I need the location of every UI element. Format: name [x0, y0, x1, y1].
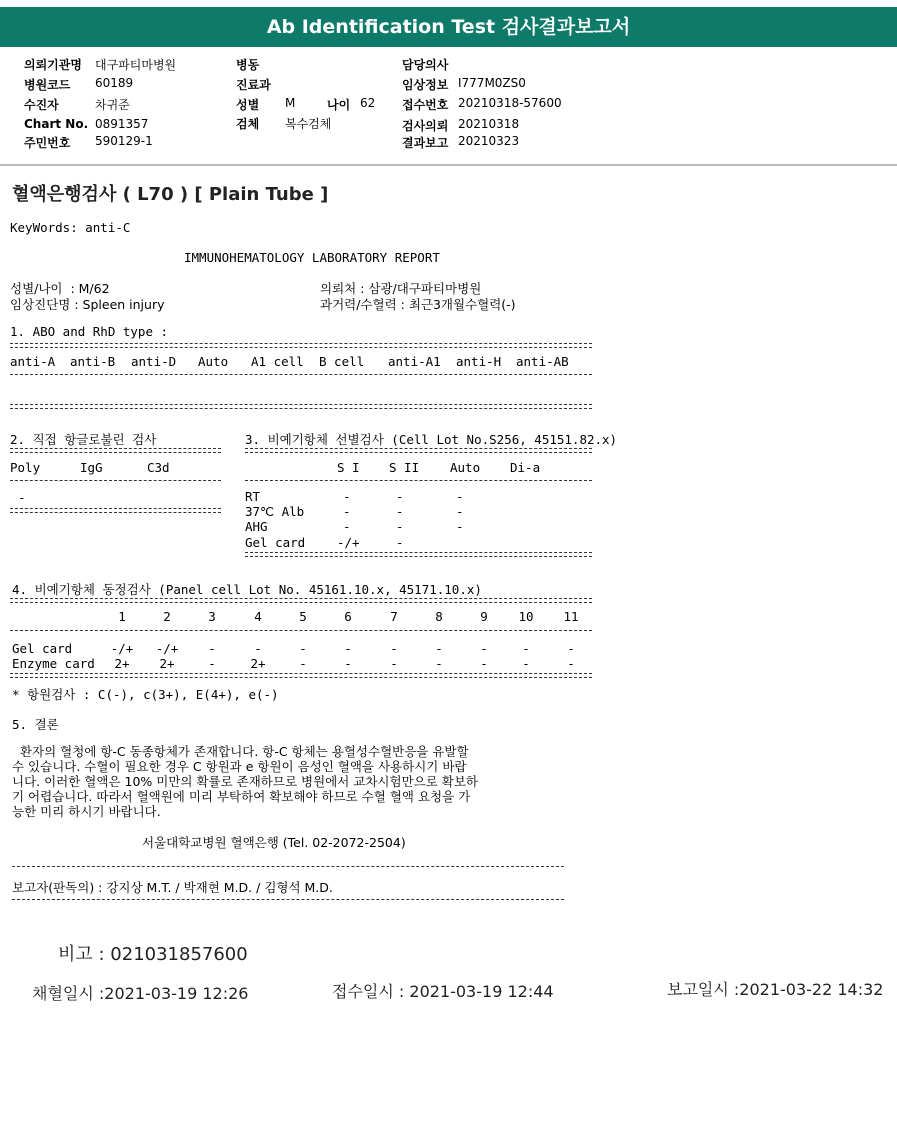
conclusion-line: 니다. 이러한 혈액은 10% 미만의 확률로 존재하므로 병원에서 교차시험만으로 확보하 — [12, 774, 478, 789]
header-value: 590129-1 — [95, 134, 153, 148]
rule-single — [12, 866, 564, 867]
header-label: 접수번호 — [402, 98, 449, 112]
header-value: 복수검체 — [285, 117, 332, 131]
panel-col: 10 — [518, 609, 534, 624]
header-value: 0891357 — [95, 117, 149, 131]
header-label: 수진자 — [24, 98, 59, 112]
panel-col: 11 — [563, 609, 579, 624]
diagnosis: 임상진단명 : Spleen injury — [10, 297, 165, 312]
dat-value: - — [18, 490, 26, 505]
header-value: 차귀준 — [95, 98, 130, 112]
screening-header: Auto — [450, 460, 481, 475]
screening-cell: - — [343, 489, 351, 504]
report-title-banner: Ab Identification Test 검사결과보고서 — [0, 7, 897, 47]
panel-col: 2 — [163, 609, 171, 624]
header-label: 검사의뢰 — [402, 119, 449, 133]
abo-header: anti-D — [131, 354, 177, 369]
rule-single — [245, 480, 592, 481]
panel-cell: - — [522, 656, 530, 671]
header-label: 진료과 — [236, 78, 271, 92]
panel-cell: -/+ — [110, 641, 134, 656]
panel-cell: - — [435, 656, 443, 671]
remark: 비고 : 021031857600 — [58, 944, 248, 965]
header-label: 나이 — [327, 98, 351, 112]
section-title: 혈액은행검사 ( L70 ) [ Plain Tube ] — [12, 184, 329, 205]
panel-cell: 2+ — [250, 656, 266, 671]
rule-double — [10, 404, 592, 409]
panel-cell: - — [208, 641, 216, 656]
conclusion-line: 기 어렵습니다. 따라서 혈액원에 미리 부탁하여 확보해야 하므로 수혈 혈액 요청을 가 — [12, 789, 471, 804]
panel-method: Gel card — [12, 641, 73, 656]
panel-col: 3 — [208, 609, 216, 624]
panel-cell: - — [480, 656, 488, 671]
rule-single — [12, 899, 564, 900]
sex-age: 성별/나이 : M/62 — [10, 281, 110, 296]
rule-double — [10, 598, 592, 603]
lab-name: 서울대학교병원 혈액은행 (Tel. 02-2072-2504) — [142, 835, 406, 850]
screening-phase: 37℃ Alb — [245, 504, 305, 519]
screening-cell: - — [343, 504, 351, 519]
panel-col: 8 — [435, 609, 443, 624]
panel-cell: - — [299, 656, 307, 671]
header-value: 대구파티마병원 — [95, 58, 177, 72]
header-value: 62 — [360, 96, 376, 110]
screening-phase: Gel card — [245, 535, 306, 550]
rule-double — [10, 343, 592, 348]
header-value: 60189 — [95, 76, 134, 90]
screening-cell: -/+ — [337, 535, 360, 550]
screening-cell: - — [396, 519, 404, 534]
header-value: I777M0ZS0 — [458, 76, 526, 90]
header-label: 주민번호 — [24, 136, 71, 150]
abo-header: A1 cell — [251, 354, 304, 369]
panel-method: Enzyme card — [12, 656, 95, 671]
abo-header: anti-B — [70, 354, 116, 369]
rule-double — [10, 508, 221, 513]
header-value: 20210318 — [458, 117, 520, 131]
screening-cell: - — [456, 489, 464, 504]
header-value: M — [285, 96, 296, 110]
header-label: 검체 — [236, 117, 260, 131]
rule-double — [10, 673, 592, 678]
panel-col: 7 — [390, 609, 398, 624]
panel-cell: - — [344, 656, 352, 671]
panel-cell: 2+ — [114, 656, 130, 671]
panel-cell: - — [567, 641, 575, 656]
dat-header: IgG — [80, 460, 103, 475]
panel-cell: 2+ — [159, 656, 175, 671]
panel-cell: - — [480, 641, 488, 656]
screening-header: Di-a — [510, 460, 541, 475]
conclusion-line: 능한 미리 하시기 바랍니다. — [12, 804, 161, 819]
panel-cell: - — [254, 641, 262, 656]
screening-cell: - — [343, 519, 351, 534]
rule-single — [10, 480, 221, 481]
panel-cell: - — [344, 641, 352, 656]
abo-header: anti-A1 — [388, 354, 441, 369]
rule-single — [10, 630, 592, 631]
requester: 의뢰처 : 삼광/대구파티마병원 — [320, 281, 482, 296]
panel-cell: - — [390, 641, 398, 656]
conclusion-line: 환자의 혈청에 항-C 동종항체가 존재합니다. 항-C 항체는 용혈성수혈반응을 유발할 — [12, 744, 469, 759]
screening-header: S I — [337, 460, 360, 475]
screening-section-title: 3. 비예기항체 선별검사 (Cell Lot No.S256, 45151.82.x) — [245, 432, 618, 447]
header-label: 병동 — [236, 58, 260, 72]
panel-cell: - — [299, 641, 307, 656]
panel-col: 5 — [299, 609, 307, 624]
screening-cell: - — [456, 519, 464, 534]
received-datetime: 접수일시 : 2021-03-19 12:44 — [332, 982, 554, 1001]
panel-cell: - — [435, 641, 443, 656]
header-label: 성별 — [236, 98, 260, 112]
header-label: 의뢰기관명 — [24, 58, 82, 72]
reporter: 보고자(판독의) : 강지상 M.T. / 박재현 M.D. / 김형석 M.D. — [12, 880, 333, 895]
rule-double — [10, 448, 221, 453]
screening-cell: - — [396, 489, 404, 504]
screening-cell: - — [456, 504, 464, 519]
keywords: KeyWords: anti-C — [10, 220, 131, 235]
reported-datetime: 보고일시 :2021-03-22 14:32 — [667, 980, 884, 999]
screening-cell: - — [396, 535, 404, 550]
collected-datetime: 채혈일시 :2021-03-19 12:26 — [32, 984, 249, 1003]
abo-header: anti-A — [10, 354, 56, 369]
panel-cell: - — [522, 641, 530, 656]
abo-header: anti-H — [456, 354, 502, 369]
dat-section-title: 2. 직접 항글로불린 검사 — [10, 432, 157, 447]
header-label: 임상정보 — [402, 78, 449, 92]
antigen-note: * 항원검사 : C(-), c(3+), E(4+), e(-) — [12, 687, 279, 702]
conclusion-line: 수 있습니다. 수혈이 필요한 경우 C 항원과 e 항원이 음성인 혈액을 사용하시기 바랍 — [12, 759, 467, 774]
dat-header: C3d — [147, 460, 170, 475]
panel-col: 1 — [118, 609, 126, 624]
header-label: Chart No. — [24, 117, 89, 131]
panel-col: 4 — [254, 609, 262, 624]
abo-section-title: 1. ABO and RhD type : — [10, 324, 169, 339]
conclusion-title: 5. 결론 — [12, 717, 59, 732]
panel-cell: - — [208, 656, 216, 671]
panel-col: 9 — [480, 609, 488, 624]
panel-cell: - — [567, 656, 575, 671]
header-label: 병원코드 — [24, 78, 71, 92]
panel-cell: -/+ — [155, 641, 179, 656]
rule-double — [245, 552, 592, 557]
panel-section-title: 4. 비예기항체 동정검사 (Panel cell Lot No. 45161.10.x, 45171.10.x) — [12, 582, 482, 597]
rule-single — [10, 374, 592, 375]
screening-phase: RT — [245, 489, 261, 504]
header-value: 20210318-57600 — [458, 96, 562, 110]
panel-col: 6 — [344, 609, 352, 624]
abo-header: B cell — [319, 354, 365, 369]
header-value: 20210323 — [458, 134, 520, 148]
screening-header: S II — [389, 460, 420, 475]
panel-cell: - — [390, 656, 398, 671]
abo-header: anti-AB — [516, 354, 569, 369]
lab-report-title: IMMUNOHEMATOLOGY LABORATORY REPORT — [184, 250, 440, 265]
screening-cell: - — [396, 504, 404, 519]
header-divider — [0, 164, 897, 166]
history: 과거력/수혈력 : 최근3개월수혈력(-) — [320, 297, 516, 312]
screening-phase: AHG — [245, 519, 268, 534]
header-label: 담당의사 — [402, 58, 449, 72]
rule-double — [245, 448, 592, 453]
header-label: 결과보고 — [402, 136, 449, 150]
abo-header: Auto — [198, 354, 229, 369]
dat-header: Poly — [10, 460, 41, 475]
